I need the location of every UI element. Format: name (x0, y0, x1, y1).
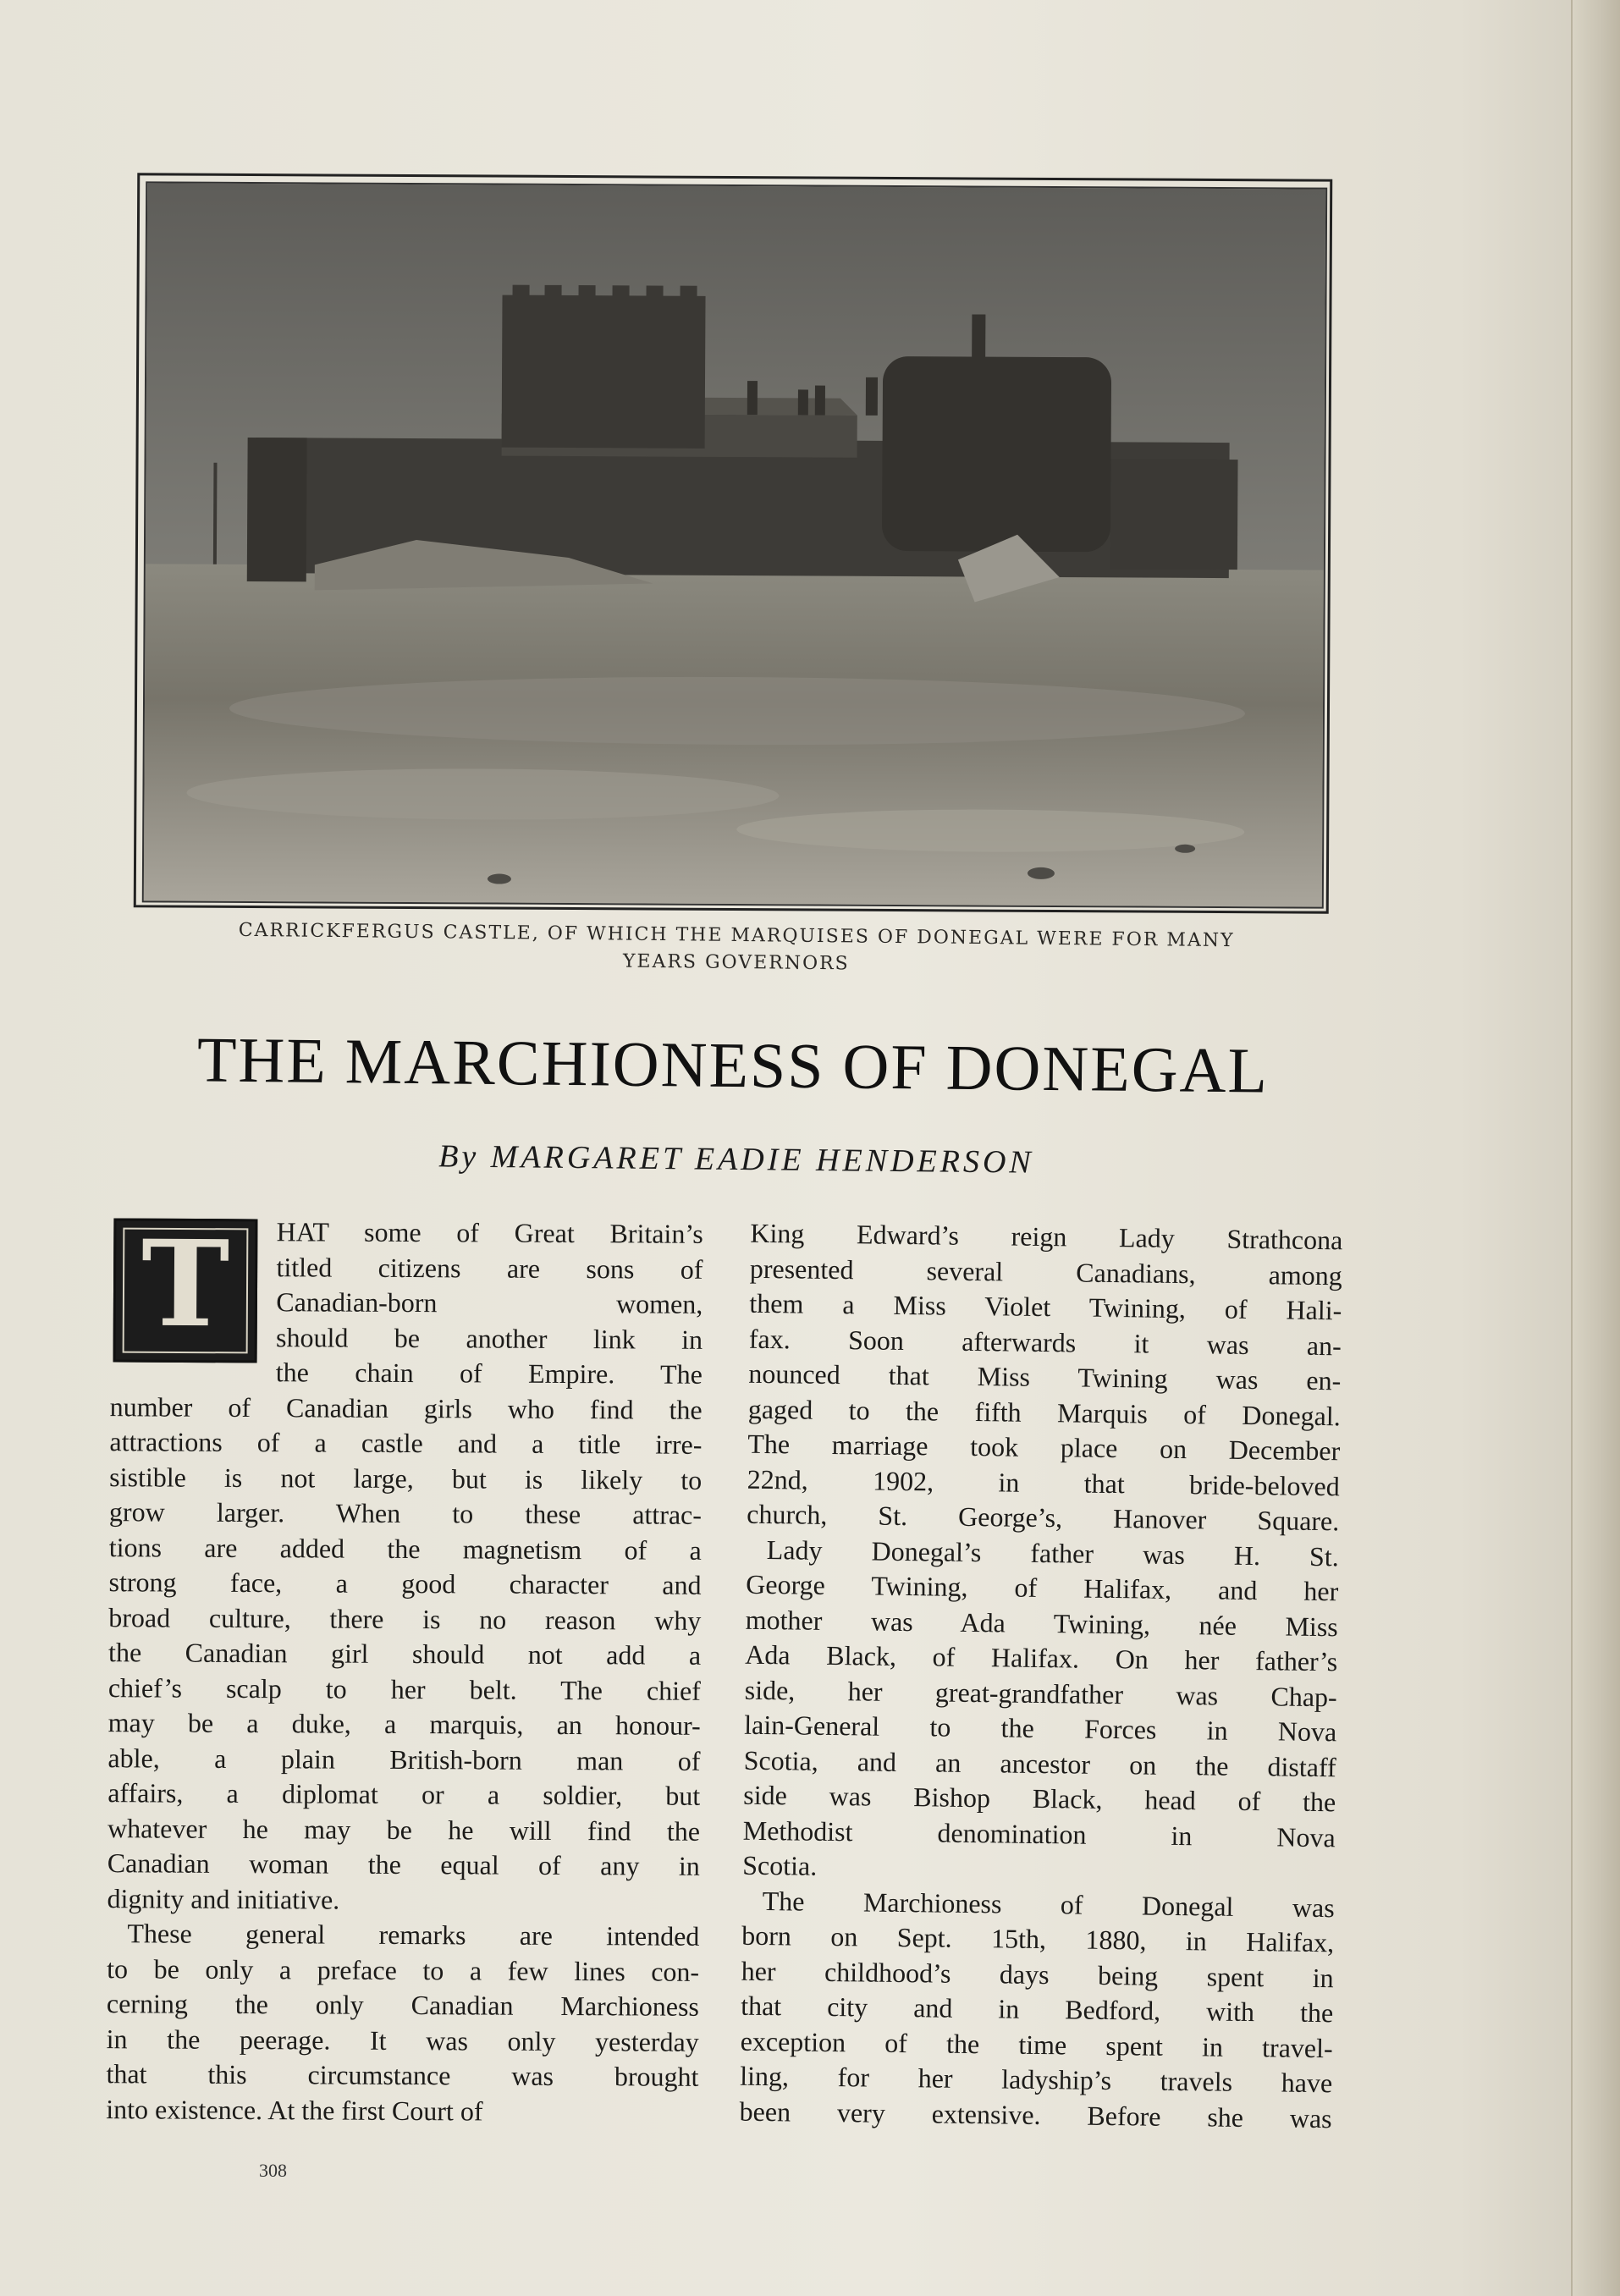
text-line: whatever he may be he will find the (107, 1812, 701, 1847)
text-line: 22nd, 1902, in that bride-beloved (747, 1463, 1340, 1501)
text-line: to be only a preface to a few lines con- (107, 1952, 700, 1987)
text-line: the chain of Empire. The (275, 1357, 703, 1390)
text-line: mother was Ada Twining, née Miss (745, 1604, 1338, 1642)
text-line: her childhood’s days being spent in (741, 1955, 1334, 1993)
text-line: sistible is not large, but is likely to (109, 1461, 703, 1495)
castle-photograph (134, 173, 1333, 913)
page-edge-shadow (1571, 0, 1620, 2296)
text-line: Methodist denomination in Nova (742, 1814, 1336, 1853)
photo-caption (169, 917, 1304, 983)
text-line: Canadian-born women, (276, 1286, 703, 1319)
text-line: Ada Black, of Halifax. On her father’s (745, 1638, 1338, 1677)
text-line: Scotia. (742, 1849, 818, 1881)
drop-cap-letter: T (141, 1214, 230, 1355)
text-line: should be another link in (275, 1321, 703, 1355)
text-line: may be a duke, a marquis, an honour- (107, 1707, 701, 1741)
text-line: side, her great-grandfather was Chap- (744, 1674, 1337, 1712)
left-column (106, 1214, 703, 2130)
text-line: attractions of a castle and a title irre- (109, 1426, 703, 1460)
text-line: lain-General to the Forces in Nova (744, 1709, 1337, 1748)
text-line: number of Canadian girls who find the (109, 1390, 703, 1425)
text-line: dignity and initiative. (107, 1882, 340, 1915)
right-column (739, 1216, 1342, 2136)
text-line: Scotia, and an ancestor on the distaff (743, 1744, 1336, 1782)
text-line: able, a plain British-born man of (107, 1742, 701, 1776)
text-line: exception of the time spent in travel- (740, 2025, 1333, 2063)
text-line: in the peerage. It was only yesterday (106, 2023, 699, 2057)
text-line: into existence. At the first Court of (106, 2093, 483, 2126)
text-line: broad culture, there is no reason why (108, 1601, 702, 1636)
text-line: fax. Soon afterwards it was an- (748, 1323, 1342, 1361)
text-line: that this circumstance was brought (106, 2058, 699, 2092)
text-line: King Edward’s reign Lady Strathcona (750, 1217, 1343, 1256)
text-line: the Canadian girl should not add a (108, 1637, 702, 1671)
text-line: presented several Canadians, among (749, 1253, 1343, 1291)
article-byline: By MARGARET EADIE HENDERSON (438, 1138, 1034, 1181)
text-line: ling, for her ladyship’s travels have (739, 2060, 1333, 2099)
castle-image (142, 181, 1327, 908)
text-line: tions are added the magnetism of a (108, 1531, 702, 1566)
article-title: THE MARCHIONESS OF DONEGAL (196, 1024, 1270, 1107)
text-line: Canadian woman the equal of any in (107, 1847, 700, 1881)
text-line: affairs, a diplomat or a soldier, but (107, 1777, 701, 1811)
caption-line-2: YEARS GOVERNORS (622, 950, 850, 975)
text-line: titled citizens are sons of (276, 1251, 703, 1285)
text-line: The marriage took place on December (747, 1428, 1341, 1467)
text-line: grow larger. When to these attrac- (108, 1496, 703, 1530)
caption-line-1: CARRICKFERGUS CASTLE, OF WHICH THE MARQUISES OF DONEGAL WERE FOR MANY (238, 919, 1235, 952)
text-line: born on Sept. 15th, 1880, in Halifax, (741, 1919, 1335, 1958)
castle-illustration (144, 183, 1325, 906)
text-line: nounced that Miss Twining was en- (748, 1357, 1342, 1396)
text-line: cerning the only Canadian Marchioness (106, 1988, 700, 2022)
text-line: chief’s scalp to her belt. The chief (107, 1671, 701, 1706)
text-line: side was Bishop Black, head of the (743, 1779, 1336, 1818)
text-line: church, St. George’s, Hanover Square. (747, 1498, 1340, 1537)
text-line: gaged to the fifth Marquis of Donegal. (747, 1393, 1342, 1431)
text-line: HAT some of Great Britain’s (276, 1216, 703, 1249)
text-line: that city and in Bedford, with the (740, 1990, 1334, 2029)
text-line: been very extensive. Before she was (739, 2095, 1332, 2134)
page-number: 308 (259, 2160, 287, 2181)
text-line: them a Miss Violet Twining, of Hali- (749, 1287, 1342, 1326)
text-line: George Twining, of Halifax, and her (746, 1568, 1339, 1607)
text-line: strong face, a good character and (108, 1566, 702, 1600)
text-line: The Marchioness of Donegal was (762, 1885, 1335, 1923)
text-line: These general remarks are intended (127, 1918, 700, 1952)
text-line: Lady Donegal’s father was H. St. (766, 1533, 1339, 1572)
